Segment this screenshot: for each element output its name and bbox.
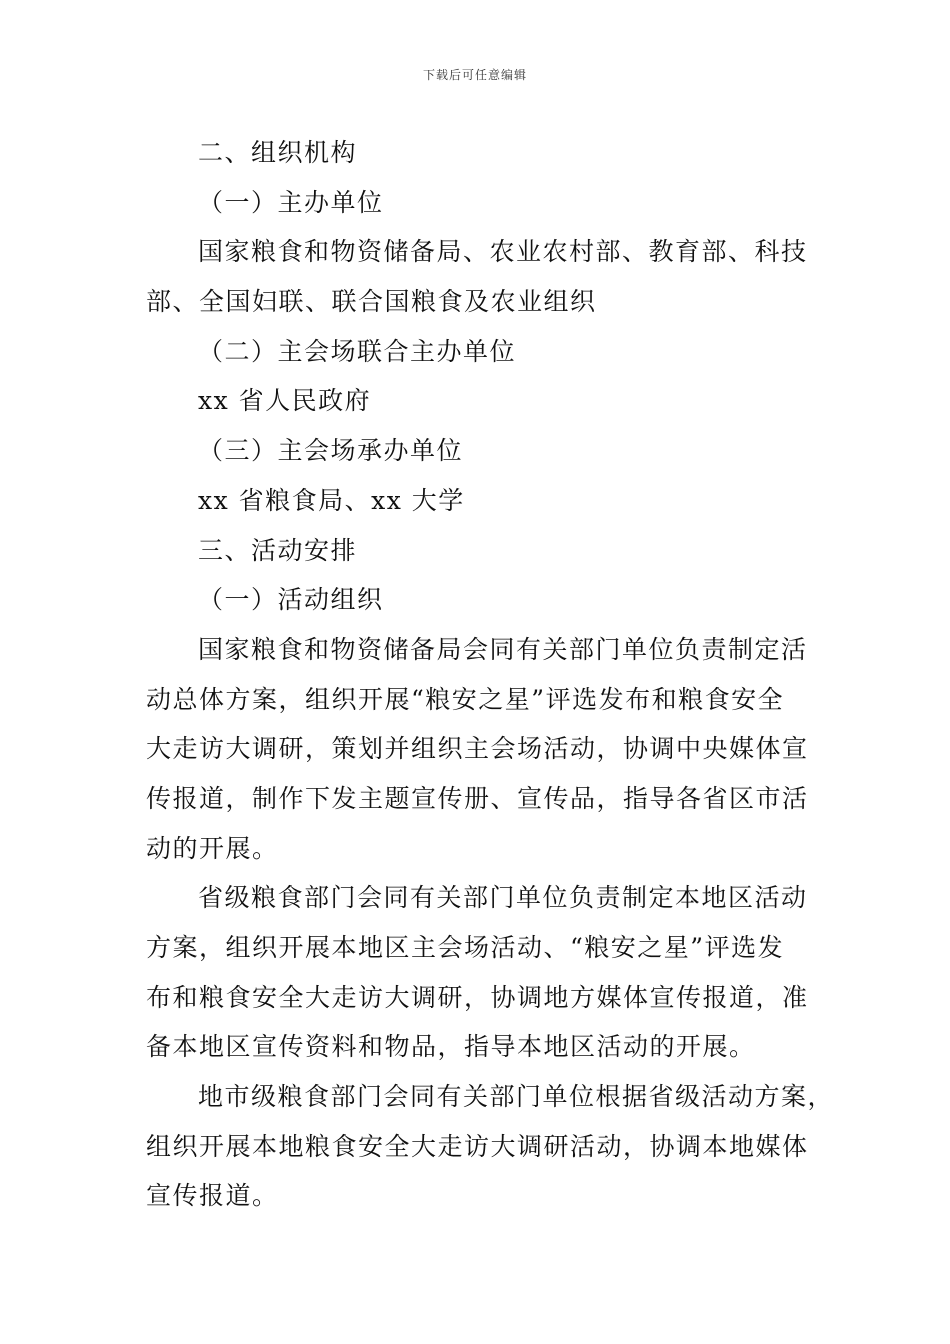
paragraph-line: 传报道，制作下发主题宣传册、宣传品，指导各省区市活 (146, 783, 809, 813)
subheading-host-units: （一）主办单位 (198, 187, 384, 217)
header-note: 下载后可任意编辑 (422, 68, 527, 82)
paragraph-line: 备本地区宣传资料和物品，指导本地区活动的开展。 (146, 1032, 756, 1062)
document-body (146, 128, 835, 1221)
paragraph-line: 动总体方案，组织开展“粮安之星”评选发布和粮食安全 (146, 684, 785, 714)
paragraph-line: 大走访大调研，策划并组织主会场活动，协调中央媒体宣 (146, 734, 809, 764)
subheading-co-host-units: （二）主会场联合主办单位 (198, 336, 517, 366)
paragraph-line: 国家粮食和物资储备局会同有关部门单位负责制定活 (198, 634, 808, 664)
paragraph-line: 动的开展。 (146, 833, 279, 863)
paragraph-line: xx 省粮食局、xx 大学 (198, 485, 465, 515)
subheading-organizer-units: （三）主会场承办单位 (198, 436, 464, 466)
paragraph-line: 省级粮食部门会同有关部门单位负责制定本地区活动 (198, 883, 808, 913)
subheading-activity-organization: （一）活动组织 (198, 585, 384, 615)
paragraph-line: 地市级粮食部门会同有关部门单位根据省级活动方案， (198, 1082, 835, 1112)
paragraph-line: 宣传报道。 (146, 1181, 279, 1211)
paragraph-line: 部、全国妇联、联合国粮食及农业组织 (146, 287, 597, 317)
paragraph-line: 国家粮食和物资储备局、农业农村部、教育部、科技 (198, 237, 808, 267)
section-heading-organization: 二、组织机构 (198, 138, 358, 167)
section-heading-arrangements: 三、活动安排 (198, 535, 358, 565)
paragraph-line: 方案，组织开展本地区主会场活动、“粮安之星”评选发 (146, 933, 785, 962)
paragraph-line: xx 省人民政府 (198, 386, 372, 416)
paragraph-line: 组织开展本地粮食安全大走访大调研活动，协调本地媒体 (146, 1131, 809, 1161)
paragraph-line: 布和粮食安全大走访大调研，协调地方媒体宣传报道，准 (146, 982, 809, 1012)
